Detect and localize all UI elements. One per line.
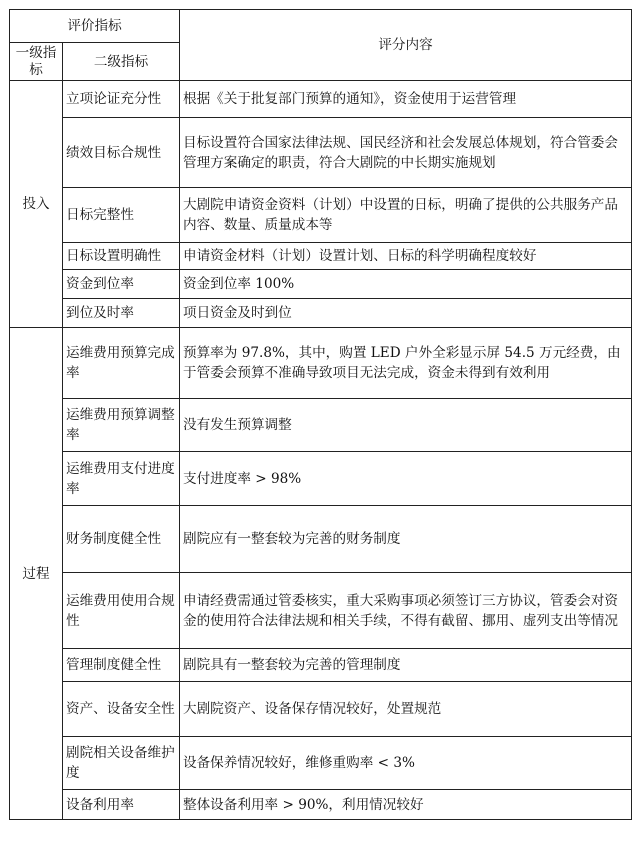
content-cell: 整体设备利用率 > 90%，利用情况较好 <box>180 790 632 820</box>
indicator-cell: 立项论证充分性 <box>63 81 180 118</box>
table-row <box>10 243 632 270</box>
table-row <box>10 790 632 820</box>
indicator-cell: 日标设置明确性 <box>63 243 180 270</box>
evaluation-table <box>9 9 632 820</box>
table-row <box>10 573 632 649</box>
table-row <box>10 399 632 452</box>
header-row <box>10 10 632 43</box>
indicator-cell: 剧院相关设备维护度 <box>63 737 180 790</box>
group-label-process: 过程 <box>10 328 63 820</box>
indicator-cell: 运维费用预算完成率 <box>63 328 180 399</box>
table-row <box>10 328 632 399</box>
content-cell: 项日资金及时到位 <box>180 299 632 328</box>
table-row <box>10 118 632 188</box>
indicator-cell: 管理制度健全性 <box>63 649 180 682</box>
content-cell: 大剧院资产、设备保存情况较好，处置规范 <box>180 682 632 737</box>
indicator-cell: 财务制度健全性 <box>63 506 180 573</box>
table-row <box>10 188 632 243</box>
content-cell: 剧院具有一整套较为完善的管理制度 <box>180 649 632 682</box>
indicator-cell: 运维费用支付进度率 <box>63 452 180 506</box>
content-cell: 资金到位率 100% <box>180 270 632 299</box>
content-cell: 根据《关于批复部门预算的通知》，资金使用于运营管理 <box>180 81 632 118</box>
content-cell: 设备保养情况较好，维修重购率 < 3% <box>180 737 632 790</box>
indicator-cell: 设备利用率 <box>63 790 180 820</box>
header-evaluation-indicator: 评价指标 <box>10 10 180 43</box>
content-cell: 预算率为 97.8%，其中，购置 LED 户外全彩显示屏 54.5 万元经费，由于管委会预算不准确导致项目无法完成，资金未得到有效利用 <box>180 328 632 399</box>
table-row <box>10 452 632 506</box>
table-row <box>10 506 632 573</box>
content-cell: 大剧院申请资金资料（计划）中设置的日标，明确了提供的公共服务产品内容、数量、质量成本等 <box>180 188 632 243</box>
table-row <box>10 81 632 118</box>
header-level1: 一级指标 <box>10 43 63 81</box>
group-label-input: 投入 <box>10 81 63 328</box>
header-content: 评分内容 <box>180 10 632 81</box>
table-row <box>10 299 632 328</box>
indicator-cell: 绩效目标合规性 <box>63 118 180 188</box>
table-row <box>10 270 632 299</box>
indicator-cell: 日标完整性 <box>63 188 180 243</box>
indicator-cell: 到位及时率 <box>63 299 180 328</box>
header-level2: 二级指标 <box>63 43 180 81</box>
evaluation-table-sheet <box>9 9 631 854</box>
table-row <box>10 682 632 737</box>
indicator-cell: 资产、设备安全性 <box>63 682 180 737</box>
content-cell: 支付进度率 > 98% <box>180 452 632 506</box>
content-cell: 申请经费需通过管委核实，重大采购事项必须签订三方协议，管委会对资金的使用符合法律法规和相关手续，不得有截留、挪用、虚列支出等情况 <box>180 573 632 649</box>
content-cell: 剧院应有一整套较为完善的财务制度 <box>180 506 632 573</box>
indicator-cell: 资金到位率 <box>63 270 180 299</box>
content-cell: 申请资金材料（计划）设置计划、日标的科学明确程度较好 <box>180 243 632 270</box>
table-row <box>10 737 632 790</box>
content-cell: 没有发生预算调整 <box>180 399 632 452</box>
content-cell: 目标设置符合国家法律法规、国民经济和社会发展总体规划，符合管委会管理方案确定的职责，符合大剧院的中长期实施规划 <box>180 118 632 188</box>
table-row <box>10 649 632 682</box>
indicator-cell: 运维费用使用合规性 <box>63 573 180 649</box>
indicator-cell: 运维费用预算调整率 <box>63 399 180 452</box>
